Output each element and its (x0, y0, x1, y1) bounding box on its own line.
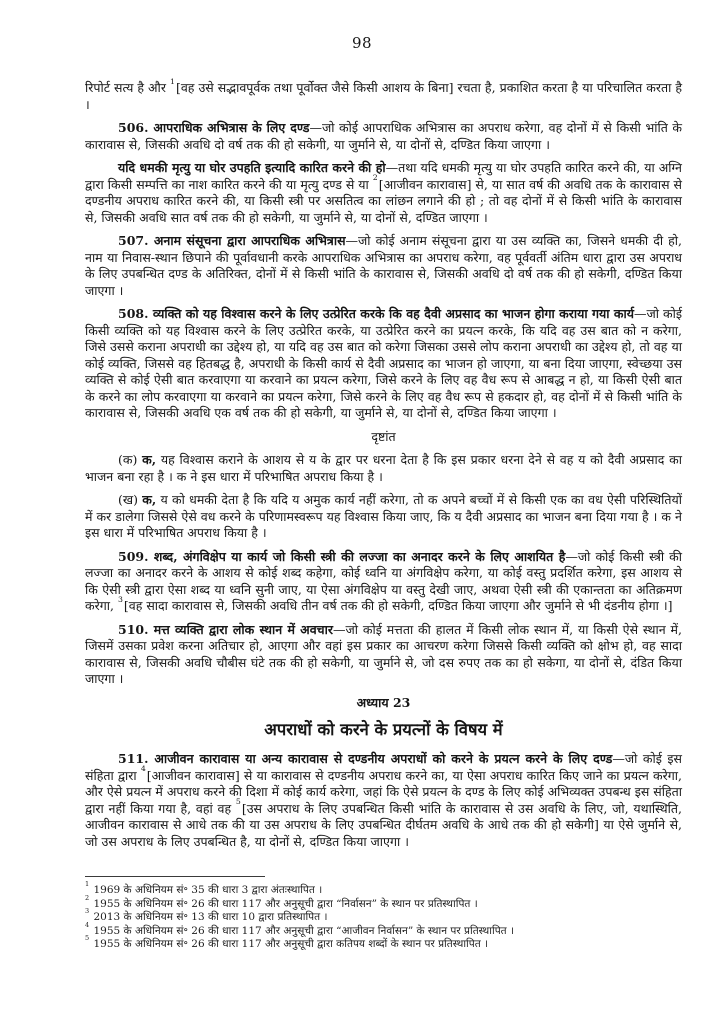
footnote: $^4$ 1955 के अधिनियम सं॰ 26 की धारा 117 और अनुसूची द्वारा “आजीवन निर्वासन” के स्थान पर प्रतिस्थापित । (85, 920, 514, 937)
footnote: $^3$ 2013 के अधिनियम सं॰ 13 की धारा 10 द्वारा प्रतिस्थापित । (85, 907, 328, 924)
para-506-threat-clause: यदि धमकी मृत्यु या घोर उपहति इत्यादि कारित करने की हो—तथा यदि धमकी मृत्यु या घोर उपहति कारित करने की, या अग्नि द्वारा किसी सम्पत्ति का नाश कारित करने की या मृत्यु दण्ड से या $^2$[आजीवन कारावास] से, या सात वर्ष की अवधि तक के कारावास से दण्डनीय अपराध कारित करने की, या किसी स्त्री पर असतित्व का लांछन लगाने की हो ; तो वह दोनों में से किसी भांति के कारावास से, जिसकी अवधि सात वर्ष तक की हो सकेगी, या जुर्माने से, या दोनों से, दण्डित जाएगा । (85, 160, 682, 225)
footnotes-list (85, 879, 682, 952)
footnote-reference: 1 (170, 76, 175, 86)
para-section-509: 509. शब्द, अंगविक्षेप या कार्य जो किसी स्त्री की लज्जा का अनादर करने के लिए आशयित है—जो कोई किसी स्त्री की लज्जा का अनादर करने के आशय से कोई शब्द कहेगा, कोई ध्वनि या अंगविक्षेप करेगा, या कोई वस्तु प्रदर्शित करेगा, इस आशय से कि ऐसी स्त्री द्वारा ऐसा शब्द या ध्वनि सुनी जाए, या ऐसा अंगविक्षेप या वस्तु देखी जाए, अथवा ऐसी स्त्री की एकान्तता का अतिक्रमण करेगा, $^3$[वह सादा कारावास से, जिसकी अवधि तीन वर्ष तक की हो सकेगी, दण्डित किया जाएगा और जुर्माने से भी दंडनीय होगा ।] (85, 548, 682, 613)
bold-text: क, (142, 452, 157, 467)
illustration-a: (क) क, यह विश्वास कराने के आशय से य के द्वार पर धरना देता है कि इस प्रकार धरना देने से वह य को दैवी अप्रसाद का भाजन बना रहा है । क ने इस धारा में परिभाषित अपराध किया है । (85, 452, 682, 484)
footnote-number: 2 (85, 893, 90, 902)
para-section-508: 508. व्यक्ति को यह विश्वास करने के लिए उत्प्रेरित करके कि वह दैवी अप्रसाद का भाजन होगा कराया गया कार्य—जो कोई किसी व्यक्ति को यह विश्वास करने के लिए उत्प्रेरित करके, या उत्प्रेरित करने का प्रयत्न करके, कि यदि वह उस बात को न करेगा, जिसे उससे कराना अपराधी का उद्देश्य हो, या यदि वह उस बात को करेगा जिसका उससे लोप कराना अपराधी का उद्देश्य हो, तो वह या कोई व्यक्ति, जिससे वह हितबद्ध है, अपराधी के किसी कार्य से दैवी अप्रसाद का भाजन हो जाएगा, या बना दिया जाएगा, स्वेच्छया उस व्यक्ति से कोई ऐसी बात करवाएगा या करवाने का प्रयत्न करेगा, जिसे करने के लिए वह वैध रूप से आबद्ध न हो, या किसी ऐसी बात के करने का लोप करवाएगा या करवाने का प्रयत्न करेगा, जिसे करने के लिए वह वैध रूप से हकदार हो, वह दोनों में से किसी भांति के कारावास से, जिसकी अवधि एक वर्ष तक की हो सकेगी, या जुर्माने से, या दोनों से, दण्डित किया जाएगा । (85, 306, 682, 420)
page-number: 98 (351, 34, 373, 52)
bold-text: यदि धमकी मृत्यु या घोर उपहति इत्यादि कारित करने की हो (118, 160, 386, 175)
footnote-number: 1 (85, 879, 90, 888)
document-body (85, 76, 683, 857)
para-section-510: 510. मत्त व्यक्ति द्वारा लोक स्थान में अवचार—जो कोई मत्तता की हालत में किसी लोक स्थान में, या किसी ऐसे स्थान में, जिसमें उसका प्रवेश करना अतिचार हो, आएगा और वहां इस प्रकार का आचरण करेगा जिससे किसी व्यक्ति को क्षोभ हो, वह सादा कारावास से, जिसकी अवधि चौबीस घंटे तक की हो सकेगी, या जुर्माने से, जो दस रुपए तक का हो सकेगा, या दोनों से, दंडित किया जाएगा । (85, 621, 683, 686)
bold-text: क, (142, 492, 157, 507)
bold-text: 510. मत्त व्यक्ति द्वारा लोक स्थान में अवचार (118, 621, 333, 637)
bold-text: 506. आपराधिक अभित्रास के लिए दण्ड (118, 120, 310, 135)
footnote-section (85, 876, 682, 952)
bold-text: 508. व्यक्ति को यह विश्वास करने के लिए उत्प्रेरित करके कि वह दैवी अप्रसाद का भाजन होगा कराया गया कार्य (118, 306, 634, 321)
footnote-number: 4 (85, 920, 90, 929)
illustration-b: (ख) क, य को धमकी देता है कि यदि य अमुक कार्य नहीं करेगा, तो क अपने बच्चों में से किसी एक का वध ऐसी परिस्थितियों में कर डालेगा जिससे ऐसे वध करने के परिणामस्वरूप यह विश्वास किया जाए, कि य दैवी अप्रसाद का भाजन बना दिया गया है । क ने इस धारा में परिभाषित अपराध किया है । (85, 492, 683, 540)
footnote: $^5$ 1955 के अधिनियम सं॰ 26 की धारा 117 और अनुसूची द्वारा कतिपय शब्दों के स्थान पर प्रतिस्थापित । (85, 934, 489, 951)
footnote-separator (85, 876, 265, 877)
footnote-reference: 4 (140, 764, 146, 774)
bold-text: 507. अनाम संसूचना द्वारा आपराधिक अभित्रास (118, 233, 346, 248)
footnote-reference: 5 (235, 797, 241, 807)
para-continuation: रिपोर्ट सत्य है और $^1$[वह उसे सद्भावपूर्वक तथा पूर्वोक्त जैसे किसी आशय के बिना] रचता है, प्रकाशित करता है या परिचालित करता है । (85, 76, 682, 112)
footnote-reference: 3 (117, 594, 123, 604)
bold-text: 509. शब्द, अंगविक्षेप या कार्य जो किसी स्त्री की लज्जा का अनादर करने के लिए आशयित है (118, 548, 566, 564)
footnote-number: 5 (85, 934, 90, 943)
footnote-number: 3 (85, 907, 90, 916)
footnote-reference: 2 (372, 173, 378, 183)
chapter-number: अध्याय 23 (356, 694, 411, 710)
para-section-511: 511. आजीवन कारावास या अन्य कारावास से दण्डनीय अपराधों को करने के प्रयत्न करने के लिए दण्ड—जो कोई इस संहिता द्वारा $^4$[आजीवन कारावास] से या कारावास से दण्डनीय अपराध करने का, या ऐसा अपराध कारित किए जाने का प्रयत्न करेगा, और ऐसे प्रयत्न में अपराध करने की दिशा में कोई कार्य करेगा, जहां कि ऐसे प्रयत्न के दण्ड के लिए कोई अभिव्यक्त उपबन्ध इस संहिता द्वारा नहीं किया गया है, वहां वह $^5$[उस अपराध के लिए उपबन्धित किसी भांति के कारावास से उस अवधि के लिए, जो, यथास्थिति, आजीवन कारावास से आधे तक की या उस अपराध के लिए उपबन्धित दीर्घतम अवधि के आधे तक की हो सकेगी] या ऐसे जुर्माने से, जो उस अपराध के लिए उपबन्धित है, या दोनों से, दण्डित किया जाएगा । (85, 751, 682, 849)
footnote: $^1$ 1969 के अधिनियम सं॰ 35 की धारा 3 द्वारा अंतःस्थापित । (85, 879, 323, 896)
footnote: $^2$ 1955 के अधिनियम सं॰ 26 की धारा 117 और अनुसूची द्वारा “निर्वासन” के स्थान पर प्रतिस्थापित । (85, 893, 478, 910)
para-section-507: 507. अनाम संसूचना द्वारा आपराधिक अभित्रास—जो कोई अनाम संसूचना द्वारा या उस व्यक्ति का, जिसने धमकी दी हो, नाम या निवास-स्थान छिपाने की पूर्वावधानी करके आपराधिक अभित्रास का अपराध करेगा, वह पूर्ववर्ती अंतिम धारा द्वारा उस अपराध के लिए उपबन्धित दण्ड के अतिरिक्त, दोनों में से किसी भांति के कारावास से, जिसकी अवधि दो वर्ष तक की हो सकेगी, दण्डित किया जाएगा । (85, 233, 683, 298)
chapter-title: अपराधों को करने के प्रयत्नों के विषय में (264, 720, 503, 739)
illustrations-heading: दृष्टांत (371, 428, 396, 444)
bold-text: 511. आजीवन कारावास या अन्य कारावास से दण्डनीय अपराधों को करने के प्रयत्न करने के लिए दण्ड (118, 751, 613, 766)
para-section-506: 506. आपराधिक अभित्रास के लिए दण्ड—जो कोई आपराधिक अभित्रास का अपराध करेगा, वह दोनों में से किसी भांति के कारावास से, जिसकी अवधि दो वर्ष तक की हो सकेगी, या जुर्माने से, या दोनों से, दण्डित किया जाएगा । (85, 120, 682, 152)
